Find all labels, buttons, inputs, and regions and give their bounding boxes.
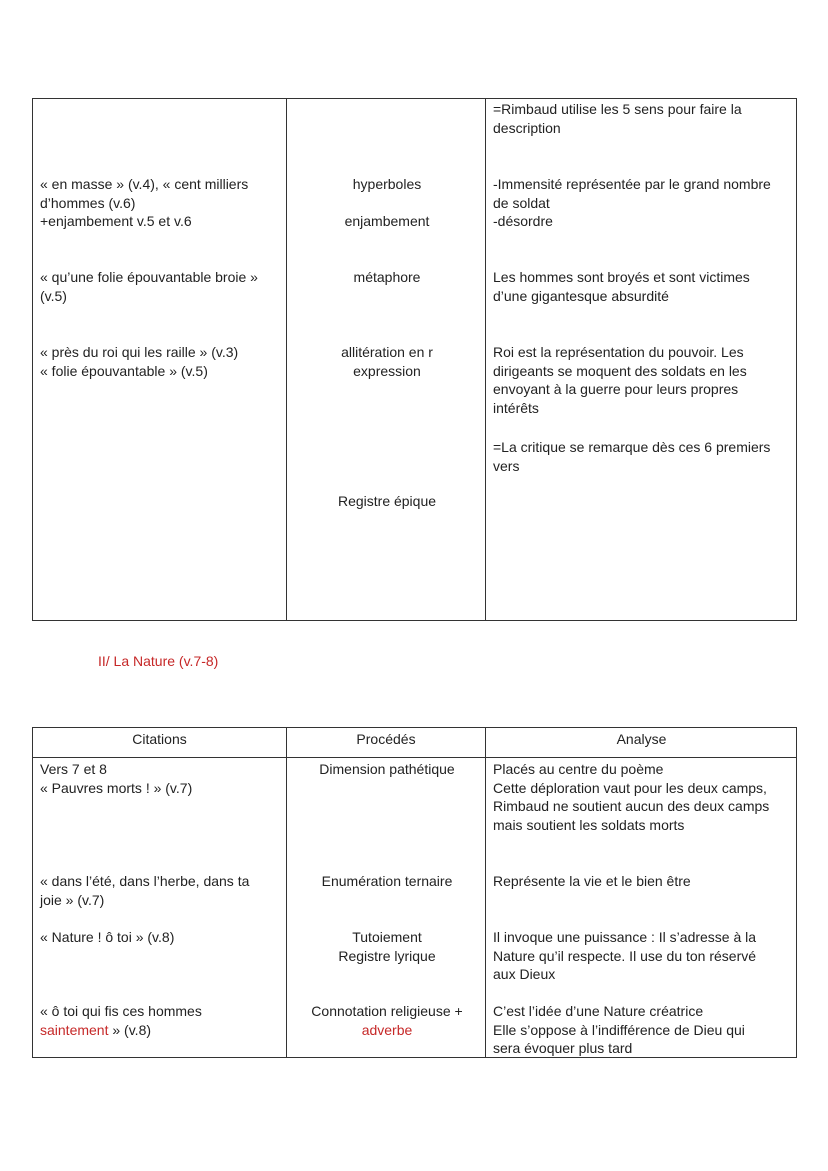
table-cell-citation: « qu’une folie épouvantable broie » (v.5) <box>40 269 258 304</box>
table-cell-procede: métaphore <box>353 269 421 285</box>
analysis-table-1 <box>32 98 797 621</box>
table-cell-analysis: -Immensité représentée par le grand nombre de soldat -désordre <box>493 176 771 230</box>
table-cell-procede: Tutoiement Registre lyrique <box>338 929 436 964</box>
column-header-procedes: Procédés <box>356 731 416 747</box>
table-cell-procede: Registre épique <box>337 493 437 509</box>
table-cell-analysis: Les hommes sont broyés et sont victimes d’une gigantesque absurdité <box>493 269 750 304</box>
column-header-analyse: Analyse <box>616 731 667 747</box>
table-cell-citation: « Nature ! ô toi » (v.8) <box>40 929 175 945</box>
table-cell-procede <box>288 1002 486 1039</box>
table-cell-analysis: Roi est la représentation du pouvoir. Les dirigeants se moquent des soldats en les envoyant à la guerre pour leurs propres intérêts <box>493 344 747 416</box>
column-divider <box>286 99 287 620</box>
table-cell-analysis: =Rimbaud utilise les 5 sens pour faire la description <box>493 101 742 136</box>
table-cell-procede: Dimension pathétique <box>319 761 455 777</box>
table-cell-procede: Enumération ternaire <box>321 873 453 889</box>
analysis-table-2 <box>32 727 797 1058</box>
table-cell-procede: hyperboles enjambement <box>344 176 430 230</box>
highlighted-word: saintement <box>40 1021 109 1038</box>
table-cell-citation: « en masse » (v.4), « cent milliers d’hommes (v.6) +enjambement v.5 et v.6 <box>40 176 249 230</box>
table-cell-citation <box>40 1002 285 1039</box>
procede-text: Connotation religieuse + <box>311 1003 463 1019</box>
table-cell-analysis: Représente la vie et le bien être <box>493 873 691 889</box>
section-title: II/ La Nature (v.7-8) <box>98 653 219 669</box>
column-header-citations: Citations <box>132 731 187 747</box>
table-cell-analysis: Il invoque une puissance : Il s’adresse à la Nature qu’il respecte. Il use du ton réservé aux Dieux <box>493 929 757 983</box>
highlighted-word: adverbe <box>361 1021 413 1038</box>
table-cell-analysis: Placés au centre du poème Cette déploration vaut pour les deux camps, Rimbaud ne soutient aucun des deux camps mais soutient les soldats morts <box>493 761 770 833</box>
table-cell-analysis: =La critique se remarque dès ces 6 premiers vers <box>493 439 771 474</box>
table-cell-citation: « dans l’été, dans l’herbe, dans ta joie » (v.7) <box>40 873 250 908</box>
citation-text: « ô toi qui fis ces hommes <box>40 1003 202 1019</box>
column-divider <box>286 728 287 1057</box>
table-cell-analysis: C’est l’idée d’une Nature créatrice Elle s’oppose à l’indifférence de Dieu qui sera évoquer plus tard <box>493 1003 745 1057</box>
citation-reference: » (v.8) <box>108 1021 152 1038</box>
header-divider <box>33 757 796 758</box>
table-cell-citation: Vers 7 et 8 « Pauvres morts ! » (v.7) <box>40 761 193 796</box>
table-cell-citation: « près du roi qui les raille » (v.3) « folie épouvantable » (v.5) <box>40 344 239 379</box>
table-cell-procede: allitération en r expression <box>341 344 433 379</box>
